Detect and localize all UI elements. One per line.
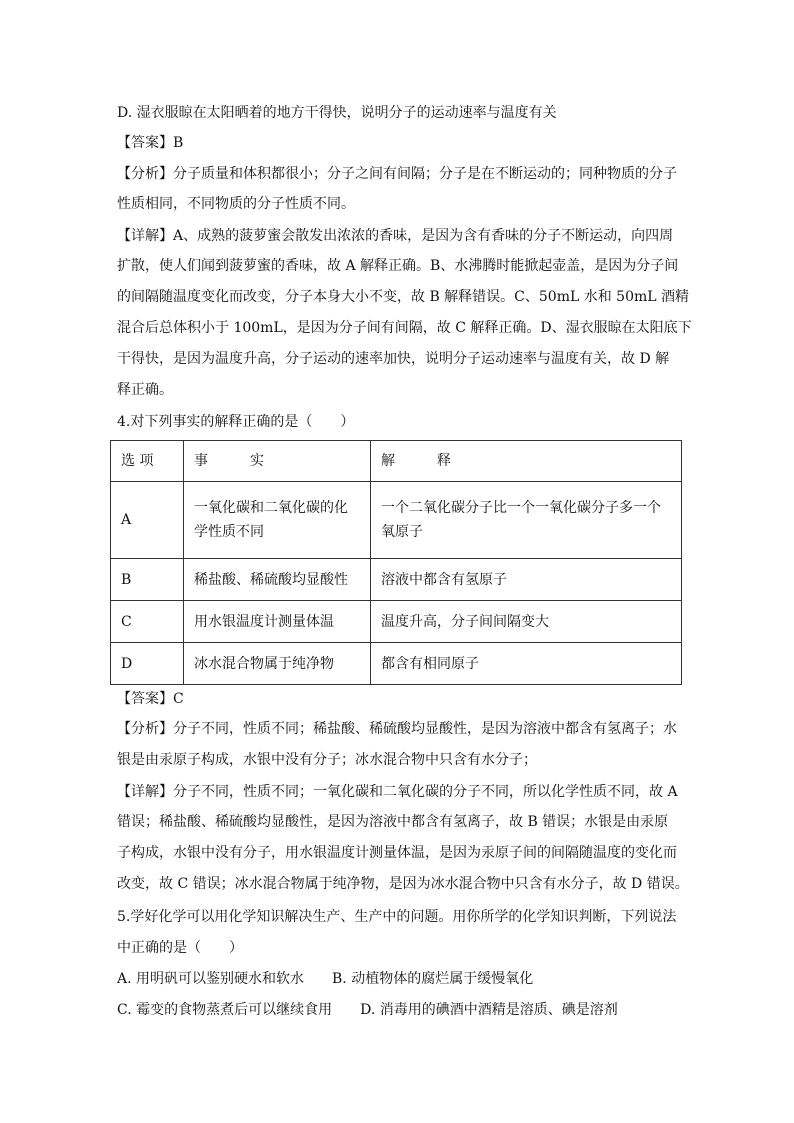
question-5-stem-line1: 5.学好化学可以用化学知识解决生产、生产中的问题。用你所学的化学知识判断，下列说法: [117, 909, 677, 925]
analysis-4-line2: 银是由汞原子构成，水银中没有分子；冰水混合物中只含有水分子；: [117, 752, 537, 768]
detail-3-line1: 【详解】A、成熟的菠萝蜜会散发出浓浓的香味，是因为含有香味的分子不断运动，向四周: [117, 228, 674, 244]
answer-4: 【答案】C: [117, 691, 184, 707]
detail-4-line4: 改变，故 C 错误；冰水混合物属于纯净物，是因为冰水混合物中只含有水分子，故 D 错误。: [117, 876, 689, 892]
detail-4-line1: 【详解】分子不同，性质不同；一氧化碳和二氧化碳的分子不同，所以化学性质不同，故 A: [117, 784, 678, 800]
cell-fact: 冰水混合物属于纯净物: [184, 643, 371, 685]
cell-explanation: 温度升高，分子间间隔变大: [371, 601, 682, 643]
fact-explanation-table: [110, 440, 682, 685]
detail-4-line3: 子构成，水银中没有分子，用水银温度计测量体温，是因为汞原子间的间隔随温度的变化而: [117, 845, 677, 861]
detail-4-line2: 错误；稀盐酸、稀硫酸均显酸性，是因为溶液中都含有氢离子，故 B 错误；水银是由汞原: [117, 814, 669, 830]
cell-explanation: 都含有相同原子: [371, 643, 682, 685]
option-d-line: D. 湿衣服晾在太阳晒着的地方干得快，说明分子的运动速率与温度有关: [117, 105, 557, 121]
header-option: 选 项: [111, 441, 184, 482]
detail-3-line5: 干得快，是因为温度升高，分子运动的速率加快，说明分子运动速率与温度有关，故 D 解: [117, 351, 670, 367]
detail-3-line3: 的间隔随温度变化而改变，分子本身大小不变，故 B 解释错误。C、50mL 水和 50mL 酒精: [117, 289, 690, 305]
cell-option: B: [111, 559, 184, 601]
cell-fact: 一氧化碳和二氧化碳的化学性质不同: [184, 482, 371, 559]
table-row: [111, 482, 682, 559]
table-row: [111, 559, 682, 601]
cell-fact: 稀盐酸、稀硫酸均显酸性: [184, 559, 371, 601]
table-row: [111, 601, 682, 643]
cell-explanation: 一个二氧化碳分子比一个一氧化碳分子多一个氧原子: [371, 482, 682, 559]
analysis-3-line1: 【分析】分子质量和体积都很小；分子之间有间隔；分子是在不断运动的；同种物质的分子: [117, 166, 677, 182]
question-4-stem: 4.对下列事实的解释正确的是（ ）: [117, 414, 355, 430]
question-5-options-ab: A. 用明矾可以鉴别硬水和软水 B. 动植物体的腐烂属于缓慢氧化: [117, 971, 534, 987]
cell-explanation: 溶液中都含有氢原子: [371, 559, 682, 601]
cell-fact: 用水银温度计测量体温: [184, 601, 371, 643]
analysis-4-line1: 【分析】分子不同，性质不同；稀盐酸、稀硫酸均显酸性，是因为溶液中都含有氢离子；水: [117, 721, 677, 737]
cell-option: A: [111, 482, 184, 559]
question-5-options-cd: C. 霉变的食物蒸煮后可以继续食用 D. 消毒用的碘酒中酒精是溶质、碘是溶剂: [117, 1002, 618, 1018]
header-fact: 事 实: [184, 441, 371, 482]
header-explanation: 解 释: [371, 441, 682, 482]
analysis-3-line2: 性质相同，不同物质的分子性质不同。: [117, 196, 355, 212]
table-header-row: [111, 441, 682, 482]
detail-3-line6: 释正确。: [117, 382, 173, 398]
question-5-stem-line2: 中正确的是（ ）: [117, 940, 243, 956]
table-row: [111, 643, 682, 685]
cell-option: C: [111, 601, 184, 643]
detail-3-line4: 混合后总体积小于 100mL，是因为分子间有间隔，故 C 解释正确。D、湿衣服晾在太阳底下: [117, 320, 692, 336]
answer-3: 【答案】B: [117, 135, 184, 151]
cell-option: D: [111, 643, 184, 685]
detail-3-line2: 扩散，使人们闻到菠萝蜜的香味，故 A 解释正确。B、水沸腾时能掀起壶盖，是因为分子间: [117, 258, 679, 274]
